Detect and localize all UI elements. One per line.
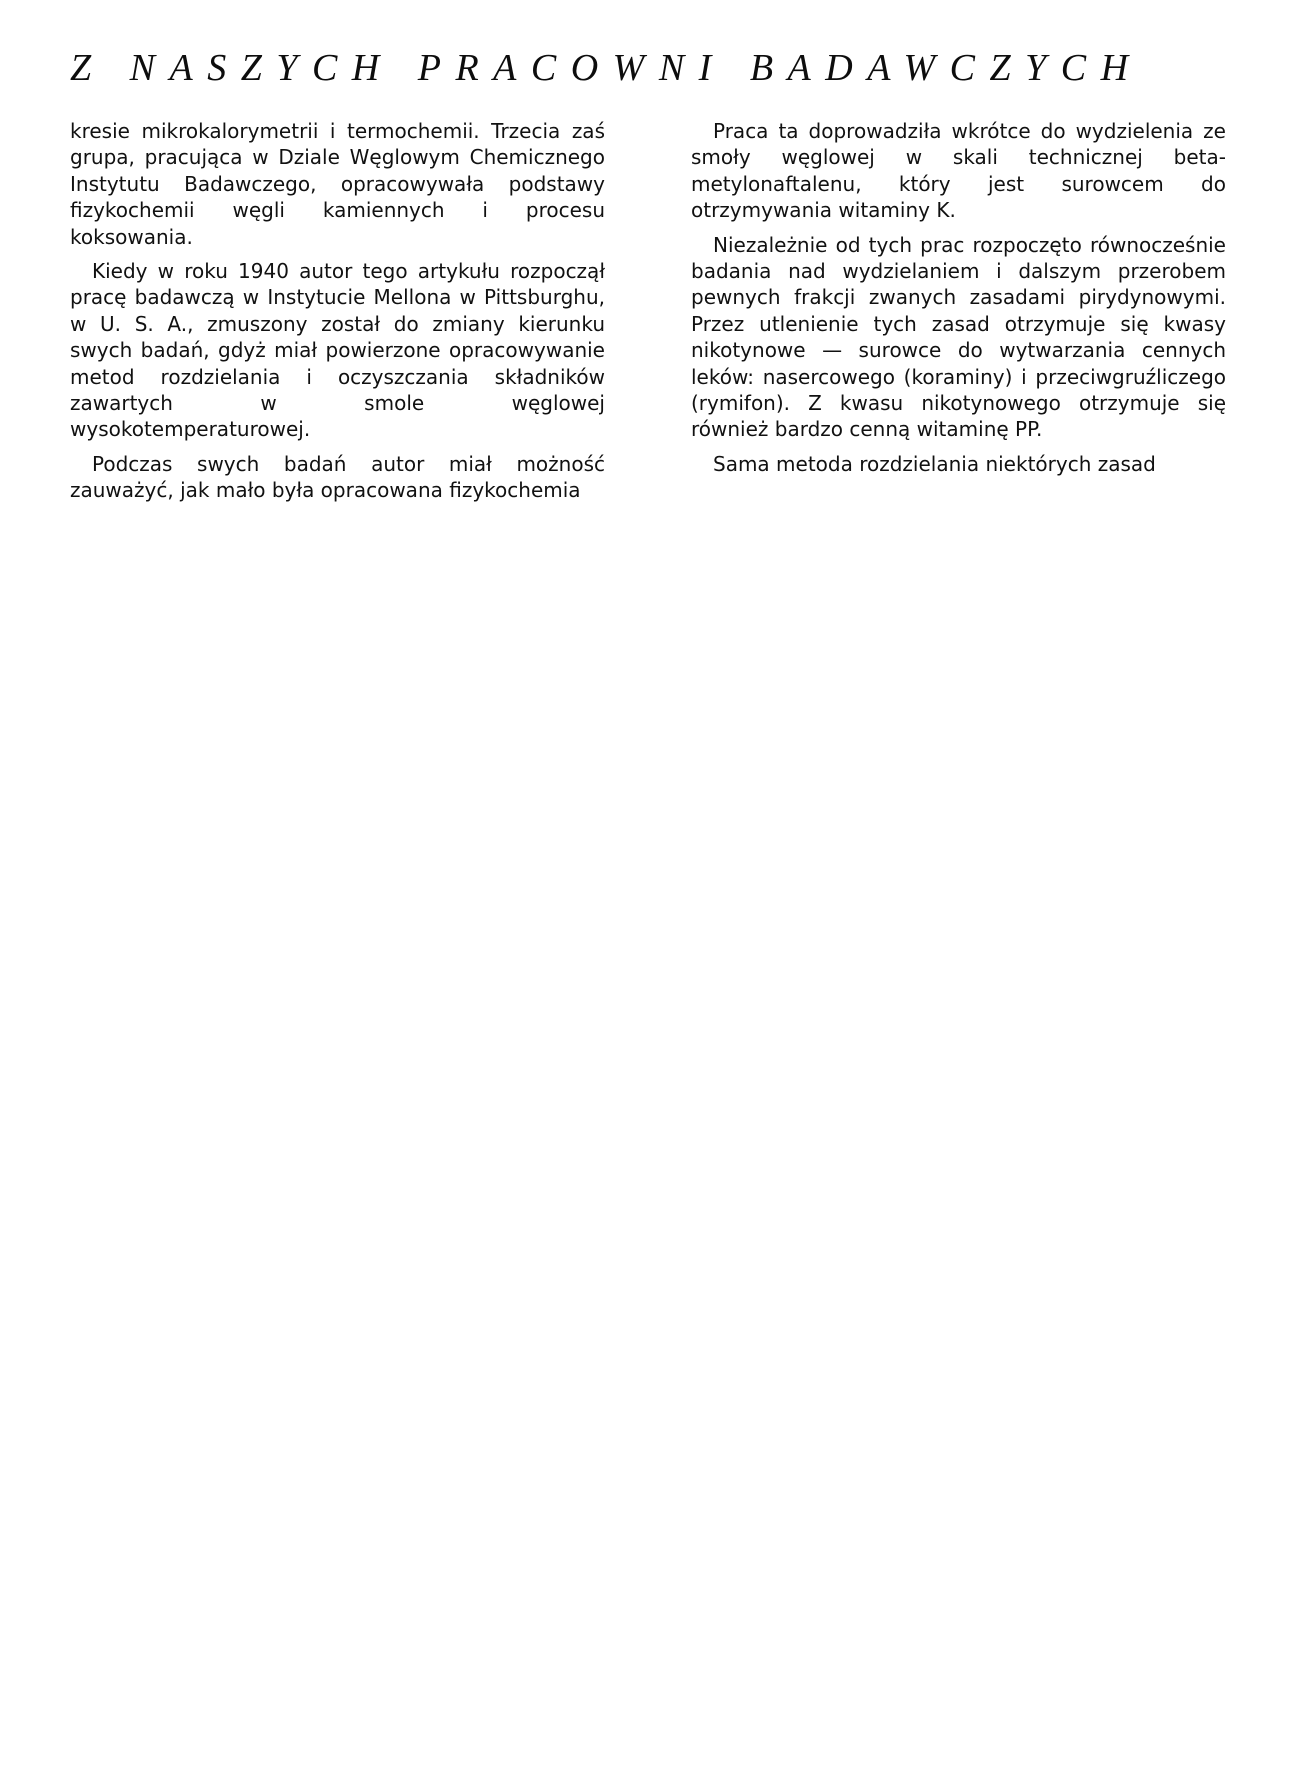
paragraph: Niezależnie od tych prac rozpoczęto równocześnie badania nad wydzielaniem i dalszym przerobem pewnych frakcji zwanych zasadami pirydynowymi. Przez utlenienie tych zasad otrzymuje się kwasy nikotynowe — surowce do wytwarzania cennych leków: nasercowego (koraminy) i przeciwgruźliczego (rymifon). Z kwasu nikotynowego otrzymuje się również bardzo cenną witaminę PP. — [691, 232, 1226, 442]
paragraph: Kiedy w roku 1940 autor tego artykułu rozpoczął pracę badawczą w Instytucie Mellona w Pittsburghu, w U. S. A., zmuszony został do zmiany kierunku swych badań, gdyż miał powierzone opracowywanie metod rozdzielania i oczyszczania składników zawartych w smole węglowej wysokotemperaturowej. — [70, 259, 605, 442]
paragraph: Praca ta doprowadziła wkrótce do wydzielenia ze smoły węglowej w skali technicznej beta-metylonaftalenu, który jest surowcem do otrzymywania witaminy K. — [691, 119, 1226, 223]
running-head: Z NASZYCH PRACOWNI BADAWCZYCH — [70, 47, 1143, 89]
text-column-right — [691, 118, 1226, 478]
paragraph: kresie mikrokalorymetrii i termochemii. Trzecia zaś grupa, pracująca w Dziale Węglowym Chemicznego Instytutu Badawczego, opracowywała podstawy fizykochemii węgli kamiennych i procesu koksowania. — [70, 119, 605, 249]
paragraph: Podczas swych badań autor miał możność zauważyć, jak mało była opracowana fizykochemia — [70, 451, 605, 503]
text-column-left — [70, 118, 605, 503]
paragraph: Sama metoda rozdzielania niektórych zasad — [713, 451, 1156, 476]
